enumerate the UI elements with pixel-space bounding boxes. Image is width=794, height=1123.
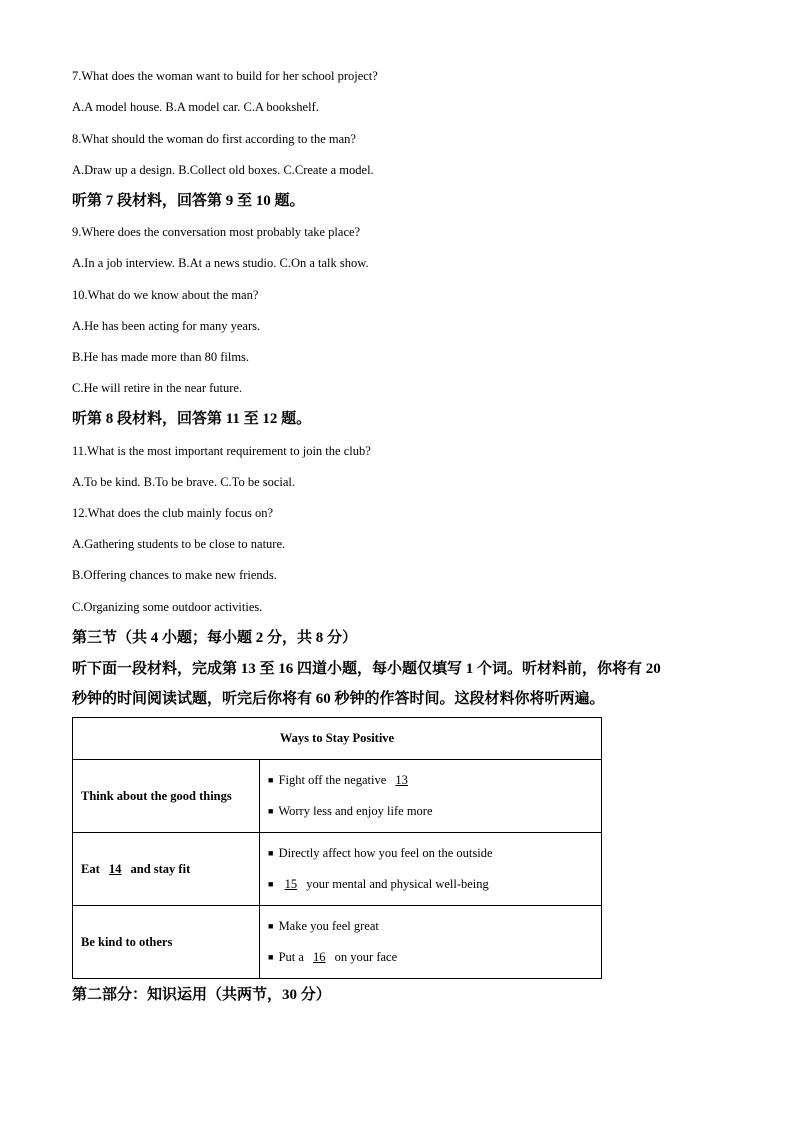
row2-label-pre: Eat (81, 861, 100, 876)
ways-to-stay-positive-table (72, 717, 602, 979)
q8-options: A.Draw up a design. B.Collect old boxes. C.Create a model. (72, 163, 374, 177)
section-7-heading: 听第 7 段材料，回答第 9 至 10 题。 (72, 193, 305, 209)
row3-b1-text: Make you feel great (278, 919, 379, 933)
blank-16: 16 (313, 950, 326, 964)
part-2-heading: 第二部分：知识运用（共两节，30 分） (72, 987, 331, 1003)
row2-b2-text: your mental and physical well-being (306, 877, 489, 891)
q11-options: A.To be kind. B.To be brave. C.To be social. (72, 475, 296, 489)
row2-b1-text: Directly affect how you feel on the outside (278, 846, 493, 860)
q10-question: 10.What do we know about the man? (72, 288, 259, 302)
instructions-line-1: 听下面一段材料，完成第 13 至 16 四道小题，每小题仅填写 1 个词。听材料前，你将有 20 (72, 661, 661, 677)
q12-option-b: B.Offering chances to make new friends. (72, 568, 277, 582)
q10-option-c: C.He will retire in the near future. (72, 381, 243, 395)
table-title: Ways to Stay Positive (73, 718, 602, 760)
q10-option-a: A.He has been acting for many years. (72, 319, 261, 333)
q12-option-c: C.Organizing some outdoor activities. (72, 600, 263, 614)
row2-bullet1 (268, 838, 593, 869)
row1-bullet2 (268, 796, 593, 827)
q9-question: 9.Where does the conversation most probably take place? (72, 225, 361, 239)
bullet-icon: ■ (268, 921, 274, 931)
q12-option-a: A.Gathering students to be close to nature. (72, 537, 286, 551)
bullet-icon: ■ (268, 879, 274, 889)
bullet-icon: ■ (268, 775, 274, 785)
row3-bullet2 (268, 942, 593, 973)
q10-option-b: B.He has made more than 80 films. (72, 350, 250, 364)
q8-question: 8.What should the woman do first according to the man? (72, 132, 356, 146)
q9-options: A.In a job interview. B.At a news studio. C.On a talk show. (72, 256, 369, 270)
bullet-icon: ■ (268, 952, 274, 962)
row3-b2-post: on your face (334, 950, 398, 964)
row1-content (260, 760, 602, 833)
bullet-icon: ■ (268, 806, 274, 816)
blank-15: 15 (284, 877, 298, 891)
row2-bullet2 (268, 869, 593, 900)
row3-bullet1 (268, 911, 593, 942)
row2-label (73, 833, 260, 906)
part-3-heading: 第三节（共 4 小题；每小题 2 分，共 8 分） (72, 630, 358, 646)
q7-question: 7.What does the woman want to build for her school project? (72, 69, 378, 83)
row1-b1-text: Fight off the negative (278, 773, 387, 787)
section-8-heading: 听第 8 段材料，回答第 11 至 12 题。 (72, 411, 312, 427)
row1-bullet1 (268, 765, 593, 796)
row3-label: Be kind to others (73, 906, 260, 979)
blank-14: 14 (108, 861, 122, 876)
row2-label-post: and stay fit (130, 861, 191, 876)
q11-question: 11.What is the most important requirement to join the club? (72, 444, 371, 458)
q12-question: 12.What does the club mainly focus on? (72, 506, 273, 520)
blank-13: 13 (395, 773, 408, 787)
row1-b2-text: Worry less and enjoy life more (278, 804, 433, 818)
bullet-icon: ■ (268, 848, 274, 858)
row1-label: Think about the good things (73, 760, 260, 833)
q7-options: A.A model house. B.A model car. C.A bookshelf. (72, 100, 319, 114)
row2-content (260, 833, 602, 906)
row3-b2-pre: Put a (278, 950, 304, 964)
instructions-line-2: 秒钟的时间阅读试题，听完后你将有 60 秒钟的作答时间。这段材料你将听两遍。 (72, 691, 605, 707)
row3-content (260, 906, 602, 979)
